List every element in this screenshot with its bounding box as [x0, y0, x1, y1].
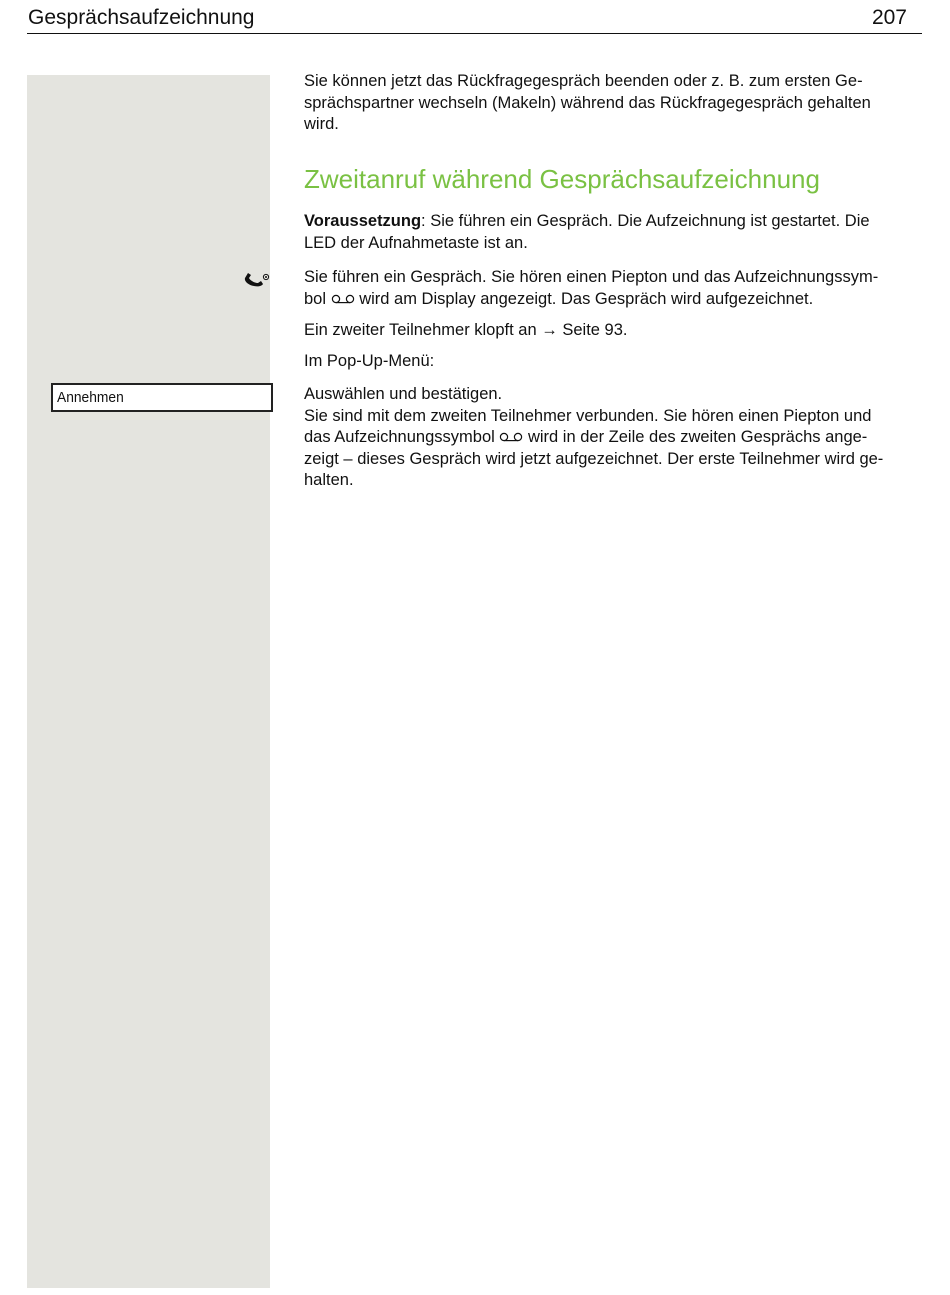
prerequisite-line-2: LED der Aufnahmetaste ist an. [304, 233, 528, 252]
select-line-4: zeigt – dieses Gespräch wird jetzt aufgezeichnet. Der erste Teilnehmer wird ge- [304, 449, 884, 468]
popup-text: Im Pop-Up-Menü: [304, 352, 435, 370]
header-divider [27, 33, 922, 34]
intro-paragraph [304, 71, 922, 136]
prerequisite-line-1: : Sie führen ein Gespräch. Die Aufzeichnung ist gestartet. Die [421, 212, 870, 230]
left-sidebar [27, 75, 270, 1288]
page-reference-link[interactable]: Seite 93. [562, 321, 628, 339]
page-header-title: Gesprächsaufzeichnung [28, 6, 255, 29]
intro-line-3: wird. [304, 115, 339, 133]
select-line-3b: wird in der Zeile des zweiten Gesprächs ange- [527, 428, 868, 446]
knock-paragraph [304, 320, 922, 342]
popup-paragraph [304, 351, 922, 373]
page-number: 207 [871, 6, 907, 29]
prerequisite-label: Voraussetzung [304, 212, 422, 230]
softkey-label: Annehmen [57, 389, 124, 406]
arrow-right-icon: → [541, 321, 558, 339]
call-line-2a: bol [304, 289, 327, 308]
intro-line-2: sprächspartner wechseln (Makeln) während das Rückfragegespräch gehalten [304, 93, 871, 112]
select-line-5: halten. [304, 471, 354, 489]
select-paragraph [304, 384, 922, 492]
select-line-3a: das Aufzeichnungssymbol [304, 428, 495, 446]
knock-text: Ein zweiter Teilnehmer klopft an [304, 321, 537, 339]
call-line-2b: wird am Display angezeigt. Das Gespräch wird aufgezeichnet. [359, 289, 814, 308]
select-line-2: Sie sind mit dem zweiten Teilnehmer verbunden. Sie hören einen Piepton und [304, 406, 872, 425]
tape-recording-icon [331, 293, 355, 305]
intro-line-1: Sie können jetzt das Rückfragegespräch beenden oder z. B. zum ersten Ge- [304, 72, 863, 90]
tape-recording-icon [499, 431, 523, 443]
section-heading: Zweitanruf während Gesprächsaufzeichnung [304, 164, 820, 194]
call-line-1: Sie führen ein Gespräch. Sie hören einen Piepton und das Aufzeichnungssym- [304, 268, 879, 286]
prerequisite-paragraph [304, 211, 922, 254]
select-line-1: Auswählen und bestätigen. [304, 385, 503, 403]
call-paragraph [304, 267, 922, 310]
handset-recording-icon [242, 270, 270, 290]
softkey-annehmen[interactable] [51, 383, 273, 412]
